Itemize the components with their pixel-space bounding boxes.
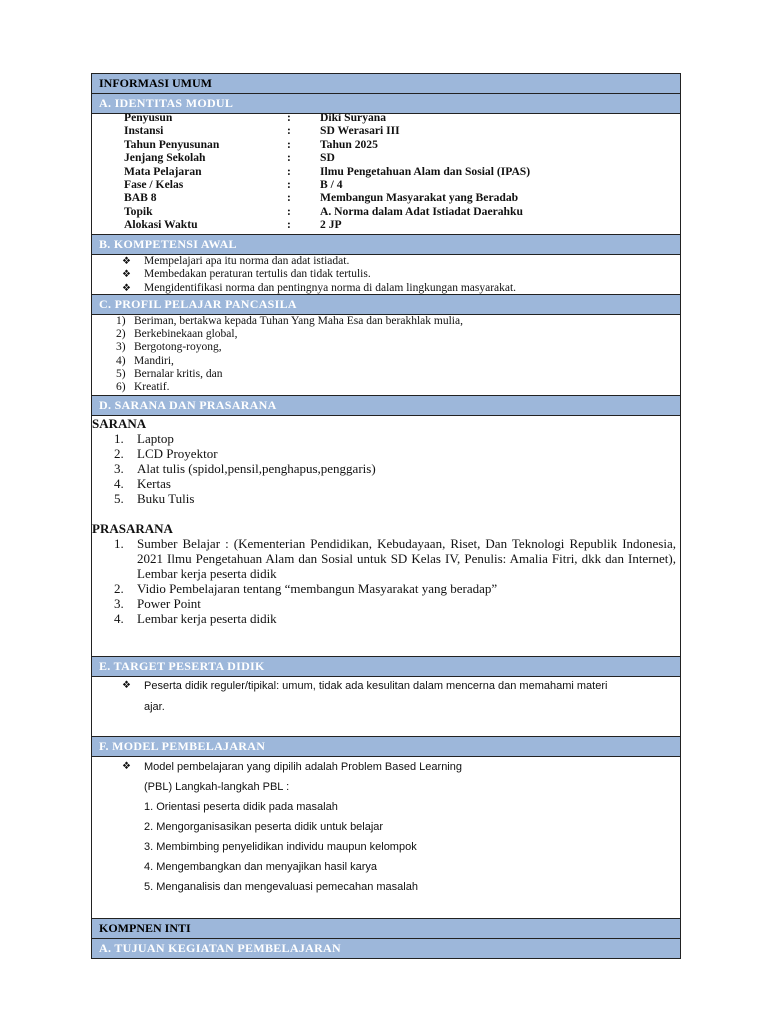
- profil-text: Bernalar kritis, dan: [134, 367, 223, 380]
- header-informasi-umum: [92, 74, 680, 94]
- profil-text: Kreatif.: [134, 381, 170, 394]
- model-step: 5. Menganalisis dan mengevaluasi pemecahan masalah: [144, 881, 418, 893]
- sarana-item: [92, 446, 680, 461]
- item-number: 4): [116, 354, 126, 367]
- sarana-text: Laptop: [137, 431, 174, 446]
- prasarana-text: Vidio Pembelajaran tentang “membangun Masyarakat yang beradap”: [137, 581, 498, 596]
- header-kompetensi-awal-label: B. KOMPETENSI AWAL: [99, 237, 237, 251]
- identity-row: [92, 178, 680, 191]
- bullet-icon: ❖: [122, 761, 131, 772]
- item-number: 2.: [114, 581, 124, 596]
- target-line-2: ajar.: [144, 701, 165, 713]
- identity-row: [92, 205, 680, 218]
- list-item: [92, 328, 680, 341]
- kompetensi-text: Mengidentifikasi norma dan pentingnya norma di dalam lingkungan masyarakat.: [144, 281, 517, 294]
- identity-key: Alokasi Waktu: [124, 218, 198, 232]
- item-number: 4.: [114, 476, 124, 491]
- prasarana-text: Power Point: [137, 596, 201, 611]
- model-cell: [92, 757, 680, 919]
- identity-key: Fase / Kelas: [124, 177, 184, 191]
- profil-list: [92, 315, 680, 396]
- prasarana-item: [92, 581, 680, 596]
- identity-colon: :: [287, 204, 291, 218]
- header-kompetensi-awal: [92, 235, 680, 255]
- item-number: 2): [116, 328, 126, 341]
- identity-value: SD Werasari III: [320, 124, 400, 138]
- bullet-icon: ❖: [122, 680, 131, 691]
- module-document: [91, 73, 681, 959]
- profil-text: Bergotong-royong,: [134, 341, 222, 354]
- kompetensi-text: Mempelajari apa itu norma dan adat istiadat.: [144, 255, 350, 267]
- list-item: [92, 268, 680, 281]
- bullet-icon: ❖: [122, 269, 131, 281]
- item-number: 3): [116, 341, 126, 354]
- item-number: 3.: [114, 461, 124, 476]
- kompetensi-list: [92, 255, 680, 295]
- list-item: [92, 355, 680, 368]
- model-step: 4. Mengembangkan dan menyajikan hasil karya: [144, 861, 377, 873]
- header-profil-pancasila-label: C. PROFIL PELAJAR PANCASILA: [99, 297, 297, 311]
- identity-colon: :: [287, 191, 291, 205]
- identity-key: Tahun Penyusunan: [124, 137, 220, 151]
- identity-row: [92, 191, 680, 204]
- identity-value: SD: [320, 151, 335, 165]
- prasarana-item: [92, 596, 680, 611]
- header-target-peserta: [92, 657, 680, 677]
- header-profil-pancasila: [92, 295, 680, 315]
- item-number: 1.: [114, 431, 124, 446]
- item-number: 1.: [114, 536, 124, 551]
- header-informasi-umum-label: INFORMASI UMUM: [99, 76, 212, 90]
- target-line-1-text: Peserta didik reguler/tipikal: umum, tidak ada kesulitan dalam mencerna dan memahami materi: [144, 680, 608, 692]
- model-line-1-text: Model pembelajaran yang dipilih adalah Problem Based Learning: [144, 761, 462, 773]
- identity-colon: :: [287, 111, 291, 124]
- item-number: 5): [116, 367, 126, 380]
- prasarana-item: [92, 536, 680, 581]
- header-model-pembelajaran: [92, 737, 680, 757]
- model-step: 2. Mengorganisasikan peserta didik untuk belajar: [144, 821, 384, 833]
- model-line-1: [92, 757, 680, 777]
- identity-colon: :: [287, 124, 291, 138]
- identity-key: Topik: [124, 204, 153, 218]
- profil-text: Berkebinekaan global,: [134, 328, 238, 341]
- sarana-item: [92, 431, 680, 446]
- identity-value: Membangun Masyarakat yang Beradab: [320, 191, 519, 205]
- identity-colon: :: [287, 137, 291, 151]
- identity-table: [92, 111, 680, 235]
- list-item: [92, 341, 680, 354]
- identity-row: [92, 124, 680, 137]
- list-item: [92, 282, 680, 295]
- identity-key: Jenjang Sekolah: [124, 151, 206, 165]
- model-step: 3. Membimbing penyelidikan individu maupun kelompok: [144, 841, 417, 853]
- item-number: 3.: [114, 596, 124, 611]
- sarana-item: [92, 491, 680, 506]
- sarana-text: Alat tulis (spidol,pensil,penghapus,penggaris): [137, 461, 376, 476]
- identity-value: Diki Suryana: [320, 111, 387, 124]
- header-tujuan-kegiatan: [92, 939, 680, 959]
- list-item: [92, 315, 680, 328]
- identity-value: Ilmu Pengetahuan Alam dan Sosial (IPAS): [320, 164, 531, 178]
- list-item: [92, 381, 680, 394]
- kompetensi-text: Membedakan peraturan tertulis dan tidak tertulis.: [144, 268, 371, 281]
- model-line-2: (PBL) Langkah-langkah PBL :: [144, 781, 290, 793]
- sarana-text: Kertas: [137, 476, 171, 491]
- sarana-item: [92, 461, 680, 476]
- sarana-prasarana-cell: [92, 416, 680, 657]
- identity-row: [92, 111, 680, 124]
- identity-row: [92, 151, 680, 164]
- bullet-icon: ❖: [122, 256, 131, 267]
- profil-text: Mandiri,: [134, 354, 174, 367]
- item-number: 2.: [114, 446, 124, 461]
- header-target-peserta-label: E. TARGET PESERTA DIDIK: [99, 659, 265, 673]
- item-number: 1): [116, 315, 126, 327]
- header-sarana-prasarana-label: D. SARANA DAN PRASARANA: [99, 398, 277, 412]
- identity-row: [92, 165, 680, 178]
- model-step: 1. Orientasi peserta didik pada masalah: [144, 801, 338, 813]
- identity-key: Instansi: [124, 124, 164, 138]
- target-cell: [92, 677, 680, 737]
- sarana-text: Buku Tulis: [137, 491, 195, 506]
- identity-key: Mata Pelajaran: [124, 164, 202, 178]
- header-model-pembelajaran-label: F. MODEL PEMBELAJARAN: [99, 739, 266, 753]
- list-item: [92, 368, 680, 381]
- identity-row: [92, 218, 680, 231]
- item-number: 5.: [114, 491, 124, 506]
- sarana-item: [92, 476, 680, 491]
- identity-row: [92, 138, 680, 151]
- prasarana-label: PRASARANA: [92, 521, 173, 536]
- identity-value: 2 JP: [320, 218, 342, 232]
- sarana-label: SARANA: [92, 416, 147, 431]
- profil-text: Beriman, bertakwa kepada Tuhan Yang Maha Esa dan berakhlak mulia,: [134, 315, 463, 327]
- prasarana-text: Lembar kerja peserta didik: [137, 611, 277, 626]
- target-line-1: [92, 677, 680, 699]
- identity-key: BAB 8: [124, 191, 157, 205]
- identity-colon: :: [287, 164, 291, 178]
- prasarana-text: Sumber Belajar : (Kementerian Pendidikan, Kebudayaan, Riset, Dan Teknologi Republik Indonesia, 2021 Ilmu Pengetahuan Alam dan Sosial untuk SD Kelas IV, Penulis: Amalia Fitri, dkk dan Internet), Lembar kerja peserta didik: [137, 536, 676, 581]
- header-tujuan-kegiatan-label: A. TUJUAN KEGIATAN PEMBELAJARAN: [99, 941, 341, 955]
- header-sarana-prasarana: [92, 396, 680, 416]
- prasarana-item: [92, 611, 680, 626]
- header-komponen-inti-label: KOMPNEN INTI: [99, 921, 191, 935]
- identity-colon: :: [287, 177, 291, 191]
- identity-colon: :: [287, 218, 291, 232]
- sarana-text: LCD Proyektor: [137, 446, 218, 461]
- identity-value: B / 4: [320, 177, 343, 191]
- identity-value: A. Norma dalam Adat Istiadat Daerahku: [320, 204, 523, 218]
- header-identitas-modul-label: A. IDENTITAS MODUL: [99, 96, 234, 110]
- identity-value: Tahun 2025: [320, 137, 378, 151]
- bullet-icon: ❖: [122, 282, 131, 294]
- list-item: [92, 255, 680, 268]
- item-number: 4.: [114, 611, 124, 626]
- item-number: 6): [116, 381, 126, 394]
- identity-colon: :: [287, 151, 291, 165]
- header-komponen-inti: [92, 919, 680, 939]
- identity-key: Penyusun: [124, 111, 173, 124]
